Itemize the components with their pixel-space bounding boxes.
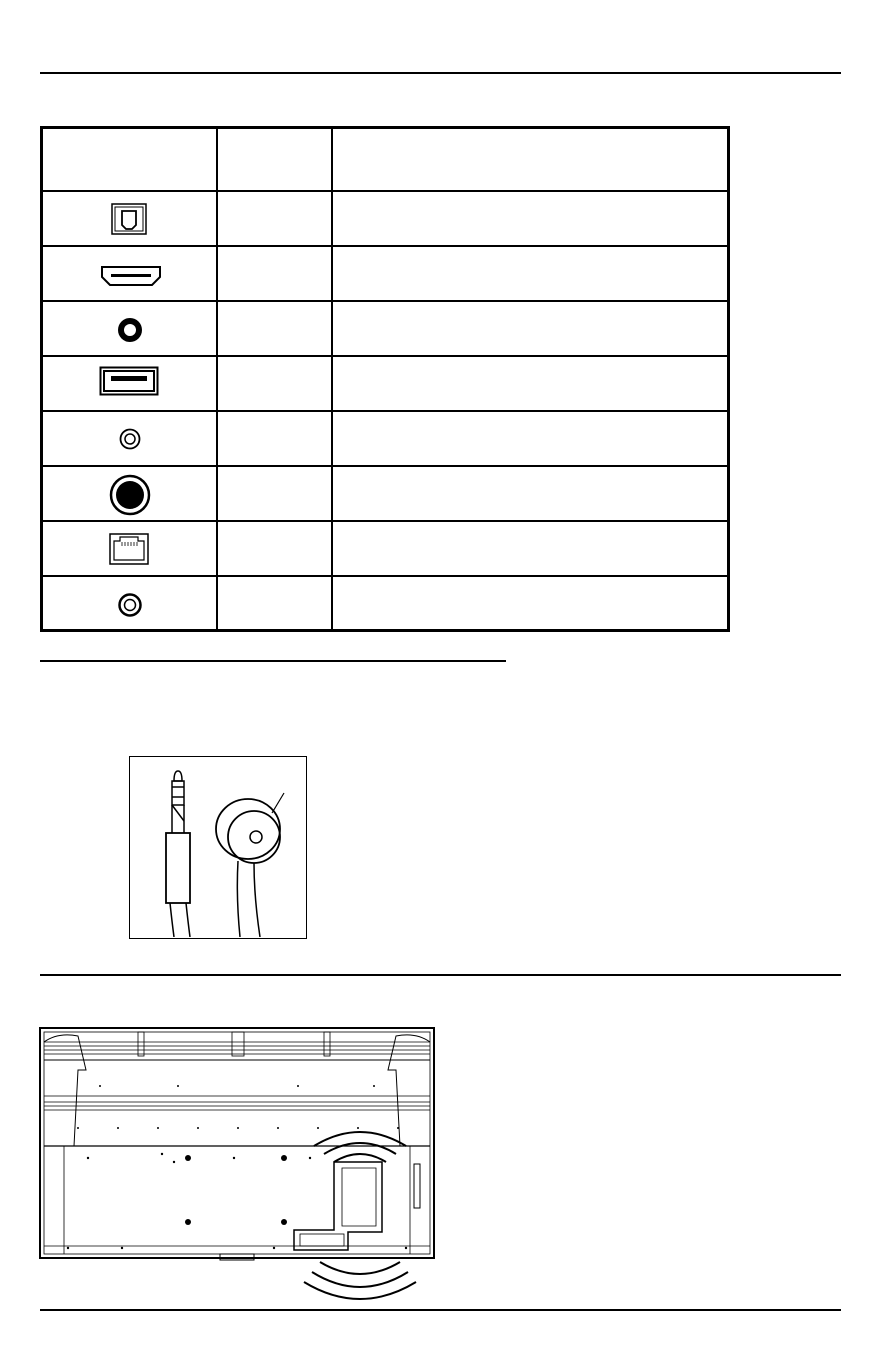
table-row: [43, 465, 727, 467]
table-row: [43, 300, 727, 302]
table-column-divider: [216, 129, 218, 629]
rca-jack-icon: [117, 317, 143, 343]
mini-jack-icon: [119, 428, 141, 450]
ir-sensor-icon: [130, 757, 305, 937]
ir-sensor-figure: [129, 756, 307, 939]
usb-port-icon: [99, 366, 159, 396]
top-rule: [40, 72, 841, 74]
table-row: [43, 410, 727, 412]
hdmi-port-icon: [99, 264, 163, 288]
table-row: [43, 245, 727, 247]
table-column-divider: [331, 129, 333, 629]
table-row: [43, 575, 727, 577]
optical-audio-icon: [111, 203, 147, 235]
table-row: [43, 190, 727, 192]
ports-table: [40, 126, 730, 632]
section-rule: [40, 974, 841, 976]
table-row: [43, 520, 727, 522]
audio-out-jack-icon: [118, 593, 142, 617]
section-rule: [40, 660, 506, 662]
table-row: [43, 355, 727, 357]
tv-back-panel-figure: [38, 1024, 438, 1319]
bottom-rule: [40, 1309, 841, 1311]
wireless-signal-icon: [38, 1024, 438, 1314]
ethernet-port-icon: [109, 533, 149, 565]
coaxial-antenna-icon: [109, 474, 151, 516]
